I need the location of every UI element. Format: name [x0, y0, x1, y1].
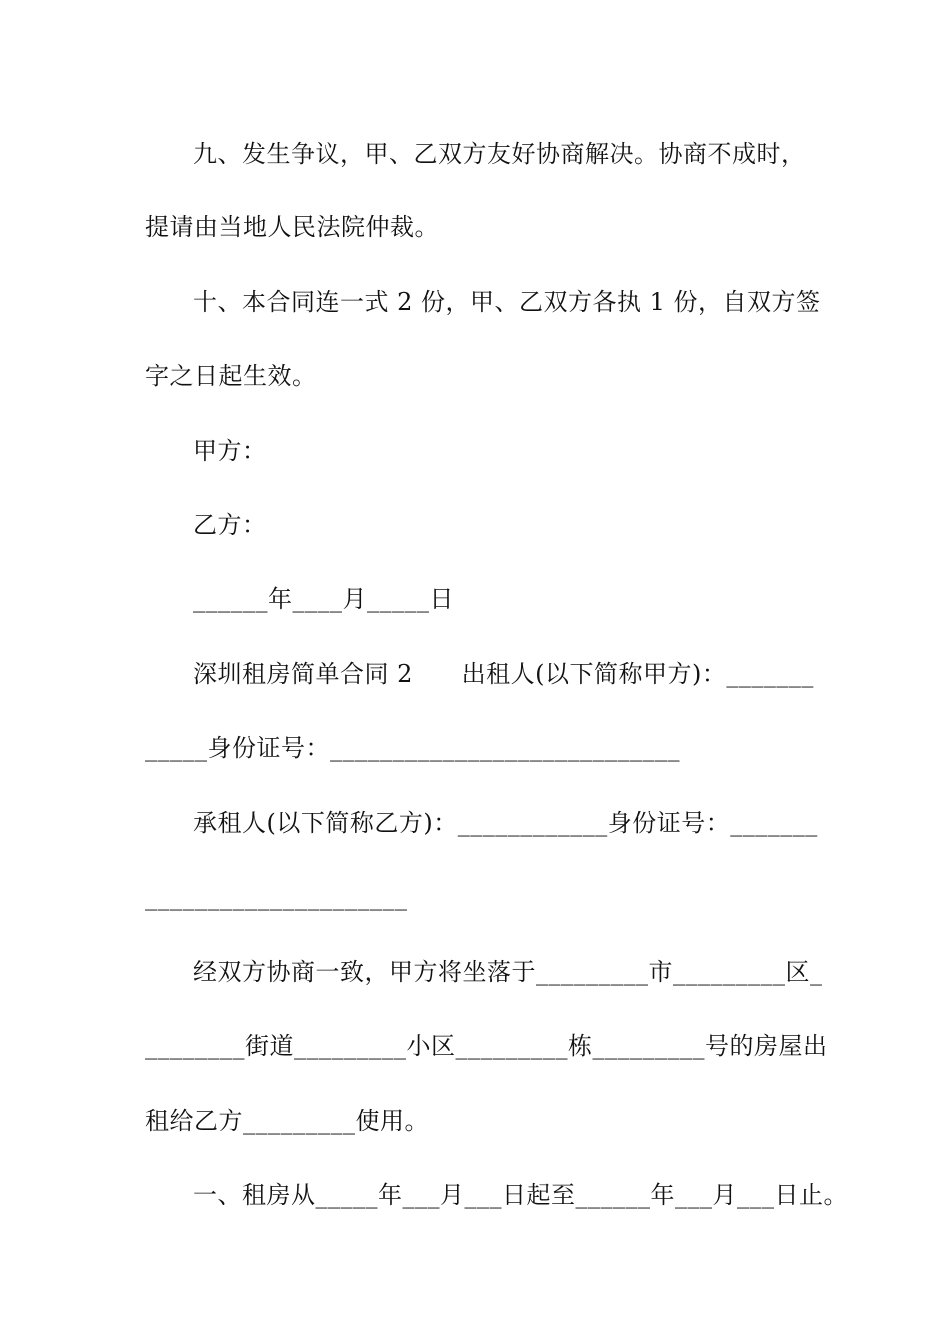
property-location-line-3: 租给乙方_________使用。	[145, 1107, 429, 1135]
clause-9-line-1: 九、发生争议，甲、乙双方友好协商解决。协商不成时，	[193, 140, 806, 168]
property-location-line-1: 经双方协商一致，甲方将坐落于_________市_________区_	[193, 958, 823, 986]
property-location-line-2: ________街道_________小区_________栋_________号的房屋出	[145, 1032, 828, 1060]
clause-10-line-2: 字之日起生效。	[145, 362, 317, 390]
signature-date-line: ______年____月_____日	[193, 585, 454, 613]
lessee-line: 承租人(以下简称乙方)：____________身份证号：_______	[193, 809, 818, 837]
lessee-id-blank-line: _____________________	[145, 883, 408, 911]
clause-1-rental-period: 一、租房从_____年___月___日起至______年___月___日止。	[193, 1181, 848, 1209]
clause-9-line-2: 提请由当地人民法院仲裁。	[145, 213, 439, 241]
lessor-id-line: _____身份证号：____________________________	[145, 734, 680, 762]
contract-2-title-lessor-line: 深圳租房简单合同 2 出租人(以下简称甲方)：_______	[193, 660, 814, 688]
party-b-signature-label: 乙方：	[193, 511, 267, 539]
clause-10-line-1: 十、本合同连一式 2 份，甲、乙双方各执 1 份，自双方签	[193, 288, 821, 316]
party-a-signature-label: 甲方：	[193, 437, 267, 465]
